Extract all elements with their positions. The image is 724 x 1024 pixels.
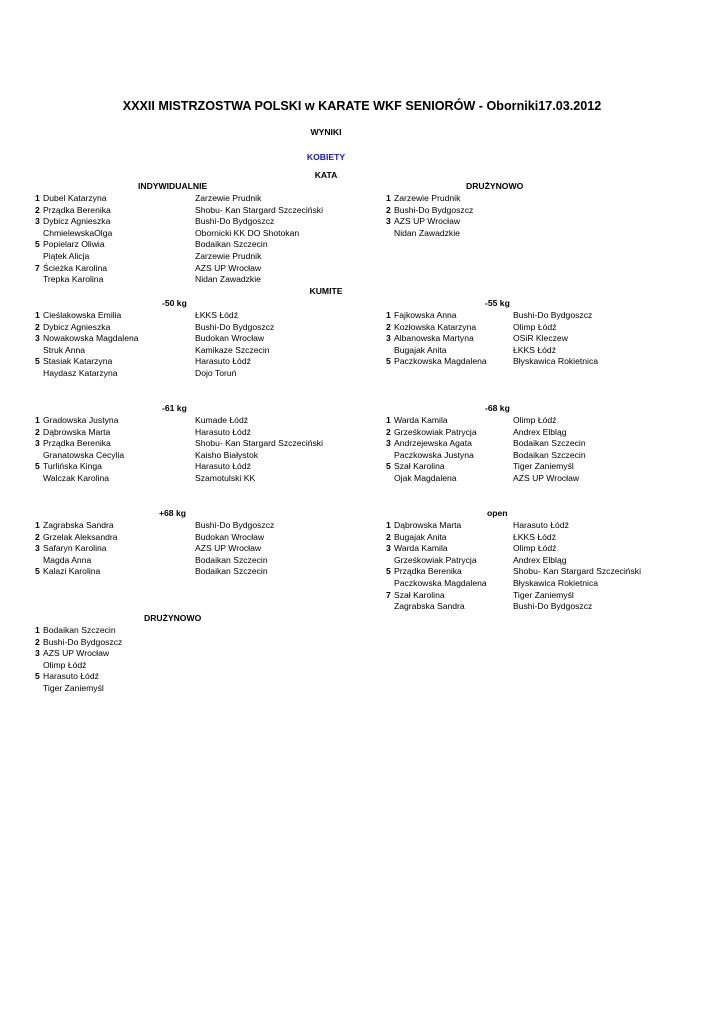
result-name: Albanowska Martyna — [394, 333, 474, 344]
result-row — [35, 368, 355, 380]
result-rank: 3 — [386, 438, 391, 449]
result-name: Turlińska Kinga — [43, 461, 102, 472]
result-name: Warda Kamila — [394, 415, 448, 425]
result-club: ŁKKS Łódź — [195, 310, 238, 320]
result-club: Bushi-Do Bydgoszcz — [513, 310, 593, 320]
result-club: Harasuto Łódź — [513, 520, 569, 530]
result-name: Nowakowska Magdalena — [43, 333, 139, 344]
result-row — [386, 555, 618, 567]
result-rank: 2 — [35, 204, 40, 215]
result-row — [35, 216, 355, 228]
result-club: Tiger Zaniemyśl — [513, 589, 574, 600]
result-rank: 1 — [35, 625, 40, 635]
result-name: Dąbrowska Marta — [394, 520, 462, 530]
result-club: Bushi-Do Bydgoszcz — [195, 216, 275, 227]
result-row — [35, 566, 355, 578]
result-club: Bushi-Do Bydgoszcz — [195, 520, 275, 530]
kumite-68-header: -68 kg — [485, 403, 510, 413]
result-club: Shobu- Kan Stargard Szczeciński — [513, 566, 642, 577]
result-club: Dojo Toruń — [195, 368, 237, 378]
result-club: Tiger Zaniemyśl — [513, 461, 574, 472]
result-name: Dybicz Agnieszka — [43, 321, 111, 332]
result-club: Bodaikan Szczecin — [195, 566, 268, 577]
kata-team-header: DRUŻYNOWO — [466, 181, 524, 191]
result-rank: 1 — [386, 520, 391, 530]
result-name: ChmielewskaOlga — [43, 227, 113, 238]
result-row — [386, 228, 618, 240]
kumite-61-header: -61 kg — [162, 403, 187, 413]
result-rank: 3 — [386, 543, 391, 554]
result-club: Andrex Elbląg — [513, 426, 567, 437]
result-row — [35, 450, 355, 462]
result-rank: 1 — [35, 520, 40, 530]
result-rank: 5 — [386, 356, 391, 367]
result-club: Bodaikan Szczecin — [513, 438, 586, 449]
result-name: Piątek Alicja — [43, 251, 90, 261]
result-rank: 2 — [386, 426, 391, 437]
result-rank: 7 — [386, 589, 391, 600]
result-row — [35, 322, 355, 334]
result-row — [35, 228, 355, 240]
result-name: Zagrabska Sandra — [43, 520, 114, 530]
result-row — [35, 438, 355, 450]
result-row — [35, 461, 355, 473]
result-row — [386, 322, 618, 334]
result-row — [35, 310, 355, 322]
result-name: Bugajak Anita — [394, 531, 447, 542]
result-rank: 2 — [386, 531, 391, 542]
result-name: Safaryn Karolina — [43, 543, 107, 554]
result-club: Budokan Wrocław — [195, 531, 265, 542]
result-name: Dybicz Agnieszka — [43, 216, 111, 227]
result-row — [386, 578, 618, 590]
result-name: Stasiak Katarzyna — [43, 356, 113, 367]
result-rank: 5 — [35, 239, 40, 250]
result-row — [35, 543, 355, 555]
result-club: ŁKKS Łódź — [513, 344, 556, 355]
result-club: Błyskawica Rokietnica — [513, 356, 599, 367]
result-club: Kumade Łódź — [195, 415, 249, 425]
result-name: Dąbrowska Marta — [43, 426, 111, 437]
result-name: Prządka Berenika — [43, 438, 111, 449]
result-name: Szał Karolina — [394, 589, 445, 600]
result-row — [35, 274, 355, 286]
kumite-plus68-header: +68 kg — [159, 508, 186, 518]
result-row — [35, 473, 355, 485]
result-club: AZS UP Wrocław — [195, 543, 262, 554]
result-name: Trepka Karolina — [43, 274, 104, 285]
result-name: Walczak Karolina — [43, 473, 110, 483]
result-name: Warda Kamila — [394, 543, 448, 554]
result-row — [386, 566, 642, 578]
result-club: Bodaikan Szczecin — [513, 449, 586, 460]
result-name: Zarzewie Prudnik — [394, 193, 461, 203]
kata-individual-header: INDYWIDUALNIE — [138, 181, 208, 191]
result-row — [35, 193, 355, 205]
result-row — [35, 520, 355, 532]
result-name: Paczkowska Magdalena — [394, 356, 487, 367]
result-club: Kaisho Białystok — [195, 449, 259, 460]
result-name: Bushi-Do Bydgoszcz — [394, 204, 474, 215]
result-row — [35, 239, 355, 251]
result-row — [35, 356, 355, 368]
result-row — [386, 333, 618, 345]
kumite-open-header: open — [487, 508, 508, 518]
result-name: Gradowska Justyna — [43, 415, 119, 425]
result-rank: 3 — [386, 216, 391, 227]
result-row — [386, 520, 618, 532]
result-club: Olimp Łódź — [513, 321, 557, 332]
result-club: OSiR Kleczew — [513, 333, 568, 344]
result-rank: 1 — [35, 193, 40, 203]
result-name: Paczkowska Justyna — [394, 449, 474, 460]
page-title: XXXII MISTRZOSTWA POLSKI w KARATE WKF SENIORÓW - Oborniki17.03.2012 — [122, 99, 602, 113]
result-rank: 7 — [35, 262, 40, 273]
result-club: Bushi-Do Bydgoszcz — [195, 321, 275, 332]
result-row — [386, 415, 618, 427]
result-name: Prządka Berenika — [394, 566, 462, 577]
result-rank: 2 — [35, 426, 40, 437]
kumite-label: KUMITE — [309, 286, 343, 296]
result-rank: 5 — [35, 356, 40, 367]
result-row — [386, 427, 618, 439]
result-rank: 3 — [35, 216, 40, 227]
result-name: Grzelak Aleksandra — [43, 531, 118, 542]
result-club: Harasuto Łódź — [195, 461, 251, 472]
result-club: AZS UP Wrocław — [195, 262, 262, 273]
result-name: Bodaikan Szczecin — [43, 625, 116, 635]
result-club: AZS UP Wrocław — [513, 473, 580, 483]
result-row — [35, 683, 355, 695]
result-name: Zagrabska Sandra — [394, 601, 465, 612]
result-row — [35, 415, 355, 427]
result-club: Shobu- Kan Stargard Szczeciński — [195, 438, 324, 449]
result-club: Budokan Wrocław — [195, 333, 265, 344]
result-rank: 3 — [35, 543, 40, 554]
result-row — [35, 555, 355, 567]
result-club: Obornicki KK DO Shotokan — [195, 227, 300, 238]
result-row — [35, 345, 355, 357]
result-club: Harasuto Łódź — [195, 426, 251, 437]
result-name: Popielarz Oliwia — [43, 239, 105, 250]
result-row — [386, 601, 618, 613]
result-rank: 2 — [386, 204, 391, 215]
result-row — [35, 263, 355, 275]
result-rank: 5 — [35, 566, 40, 577]
result-row — [35, 637, 355, 649]
result-name: Nidan Zawadzkie — [394, 227, 460, 238]
result-row — [386, 461, 618, 473]
result-club: Szamotulski KK — [195, 473, 256, 483]
result-rank: 1 — [35, 310, 40, 320]
gender-label: KOBIETY — [306, 152, 346, 162]
result-club: Shobu- Kan Stargard Szczeciński — [195, 204, 324, 215]
result-name: Prządka Berenika — [43, 204, 111, 215]
result-row — [386, 205, 618, 217]
result-club: ŁKKS Łódź — [513, 531, 556, 542]
result-rank: 3 — [35, 333, 40, 344]
result-name: Szał Karolina — [394, 461, 445, 472]
kumite-55-header: -55 kg — [485, 298, 510, 308]
result-club: Olimp Łódź — [513, 543, 557, 554]
result-rank: 3 — [386, 333, 391, 344]
result-club: Bodaikan Szczecin — [195, 239, 268, 250]
result-name: Grześkowiak Patrycja — [394, 426, 477, 437]
result-row — [386, 193, 618, 205]
result-rank: 2 — [35, 531, 40, 542]
result-name: Dubel Katarzyna — [43, 193, 107, 203]
result-row — [386, 590, 618, 602]
result-club: Zarzewie Prudnik — [195, 251, 262, 261]
result-name: Haydasz Katarzyna — [43, 368, 118, 378]
kumite-50-header: -50 kg — [162, 298, 187, 308]
result-name: Ścieżka Karolina — [43, 262, 108, 273]
result-club: Harasuto Łódź — [195, 356, 251, 367]
result-name: Kozłowska Katarzyna — [394, 321, 477, 332]
result-rank: 1 — [35, 415, 40, 425]
result-name: Fajkowska Anna — [394, 310, 457, 320]
result-rank: 1 — [386, 310, 391, 320]
result-row — [35, 427, 355, 439]
result-name: Grześkowiak Patrycja — [394, 554, 477, 565]
result-rank: 2 — [35, 321, 40, 332]
result-rank: 1 — [386, 193, 391, 203]
result-name: Andrzejewska Agata — [394, 438, 472, 449]
result-row — [386, 473, 618, 485]
kumite-team-header: DRUŻYNOWO — [144, 613, 202, 623]
result-rank: 5 — [386, 566, 391, 577]
result-row — [386, 438, 618, 450]
result-row — [35, 660, 355, 672]
result-club: Andrex Elbląg — [513, 554, 567, 565]
result-row — [386, 450, 618, 462]
result-rank: 2 — [386, 321, 391, 332]
result-club: Olimp Łódź — [513, 415, 557, 425]
result-row — [386, 345, 618, 357]
results-label: WYNIKI — [310, 127, 342, 137]
result-rank: 3 — [35, 648, 40, 659]
result-row — [35, 333, 355, 345]
result-club: Błyskawica Rokietnica — [513, 578, 599, 588]
result-row — [35, 648, 355, 660]
result-row — [35, 205, 355, 217]
result-rank: 5 — [386, 461, 391, 472]
result-row — [35, 532, 355, 544]
result-name: Magda Anna — [43, 554, 92, 565]
result-row — [386, 532, 618, 544]
result-rank: 5 — [35, 461, 40, 472]
result-row — [386, 310, 618, 322]
result-name: Bugajak Anita — [394, 344, 447, 355]
result-club: Kamikaze Szczecin — [195, 344, 270, 355]
result-row — [386, 543, 618, 555]
result-row — [386, 216, 618, 228]
result-name: Paczkowska Magdalena — [394, 578, 487, 588]
result-rank: 5 — [35, 671, 40, 682]
result-row — [35, 625, 355, 637]
result-club: Nidan Zawadzkie — [195, 274, 261, 285]
result-name: Harasuto Łódź — [43, 671, 99, 682]
kata-label: KATA — [314, 170, 338, 180]
result-name: Cieślakowska Emilia — [43, 310, 122, 320]
result-name: Olimp Łódź — [43, 659, 87, 670]
result-name: Struk Anna — [43, 344, 86, 355]
result-name: AZS UP Wrocław — [43, 648, 110, 659]
result-name: Kalazi Karolina — [43, 566, 101, 577]
result-name: Granatowska Cecylia — [43, 449, 125, 460]
result-name: Tiger Zaniemyśl — [43, 683, 104, 693]
result-name: Bushi-Do Bydgoszcz — [43, 636, 123, 647]
result-row — [35, 251, 355, 263]
result-name: AZS UP Wrocław — [394, 216, 461, 227]
result-club: Zarzewie Prudnik — [195, 193, 262, 203]
result-rank: 3 — [35, 438, 40, 449]
result-club: Bushi-Do Bydgoszcz — [513, 601, 593, 612]
result-rank: 2 — [35, 636, 40, 647]
result-rank: 1 — [386, 415, 391, 425]
result-row — [386, 356, 618, 368]
result-club: Bodaikan Szczecin — [195, 554, 268, 565]
result-name: Ojak Magdalena — [394, 473, 457, 483]
result-row — [35, 671, 355, 683]
